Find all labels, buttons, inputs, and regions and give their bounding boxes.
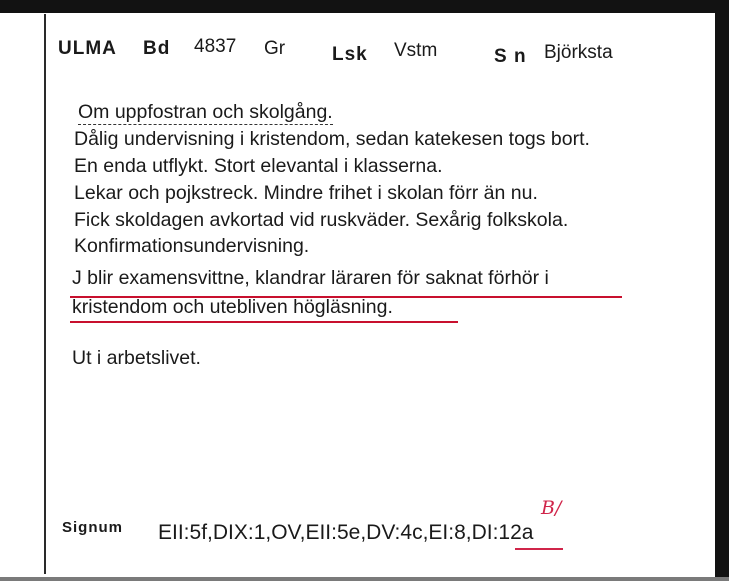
sn-value: Björksta <box>544 42 613 63</box>
text-line: En enda utflykt. Stort elevantal i klasserna. <box>74 155 443 177</box>
bd-label: Bd <box>143 38 171 59</box>
text-line: kristendom och utebliven högläsning. <box>72 296 393 318</box>
text-line: Konfirmationsundervisning. <box>74 235 310 257</box>
lsk-label: Lsk <box>332 44 368 65</box>
text-line: Fick skoldagen avkortad vid ruskväder. Sexårig folkskola. <box>74 209 569 231</box>
signum-label: Signum <box>62 519 123 536</box>
signum-value: EII:5f,DIX:1,OV,EII:5e,DV:4c,EI:8,DI:12a <box>158 521 534 544</box>
red-underline <box>70 321 458 323</box>
section-subheading: Ut i arbetslivet. <box>72 347 201 369</box>
red-mark <box>515 548 563 550</box>
lsk-value: Vstm <box>394 40 438 61</box>
section-heading: Om uppfostran och skolgång. <box>78 101 333 123</box>
scan-edge-right <box>715 0 729 581</box>
archive-label: ULMA <box>58 38 117 59</box>
sn-label: S n <box>494 46 527 67</box>
margin-rule <box>44 14 46 574</box>
text-line: Dålig undervisning i kristendom, sedan katekesen togs bort. <box>74 128 590 150</box>
scan-edge-bottom <box>0 577 729 581</box>
handwritten-note: B/ <box>541 497 562 519</box>
text-line: Lekar och pojkstreck. Mindre frihet i skolan förr än nu. <box>74 182 538 204</box>
text-line: J blir examensvittne, klandrar läraren för saknat förhör i <box>72 267 549 289</box>
scan-edge-top <box>0 0 729 13</box>
bd-value: 4837 <box>194 36 237 57</box>
bd-suffix: Gr <box>264 38 286 59</box>
